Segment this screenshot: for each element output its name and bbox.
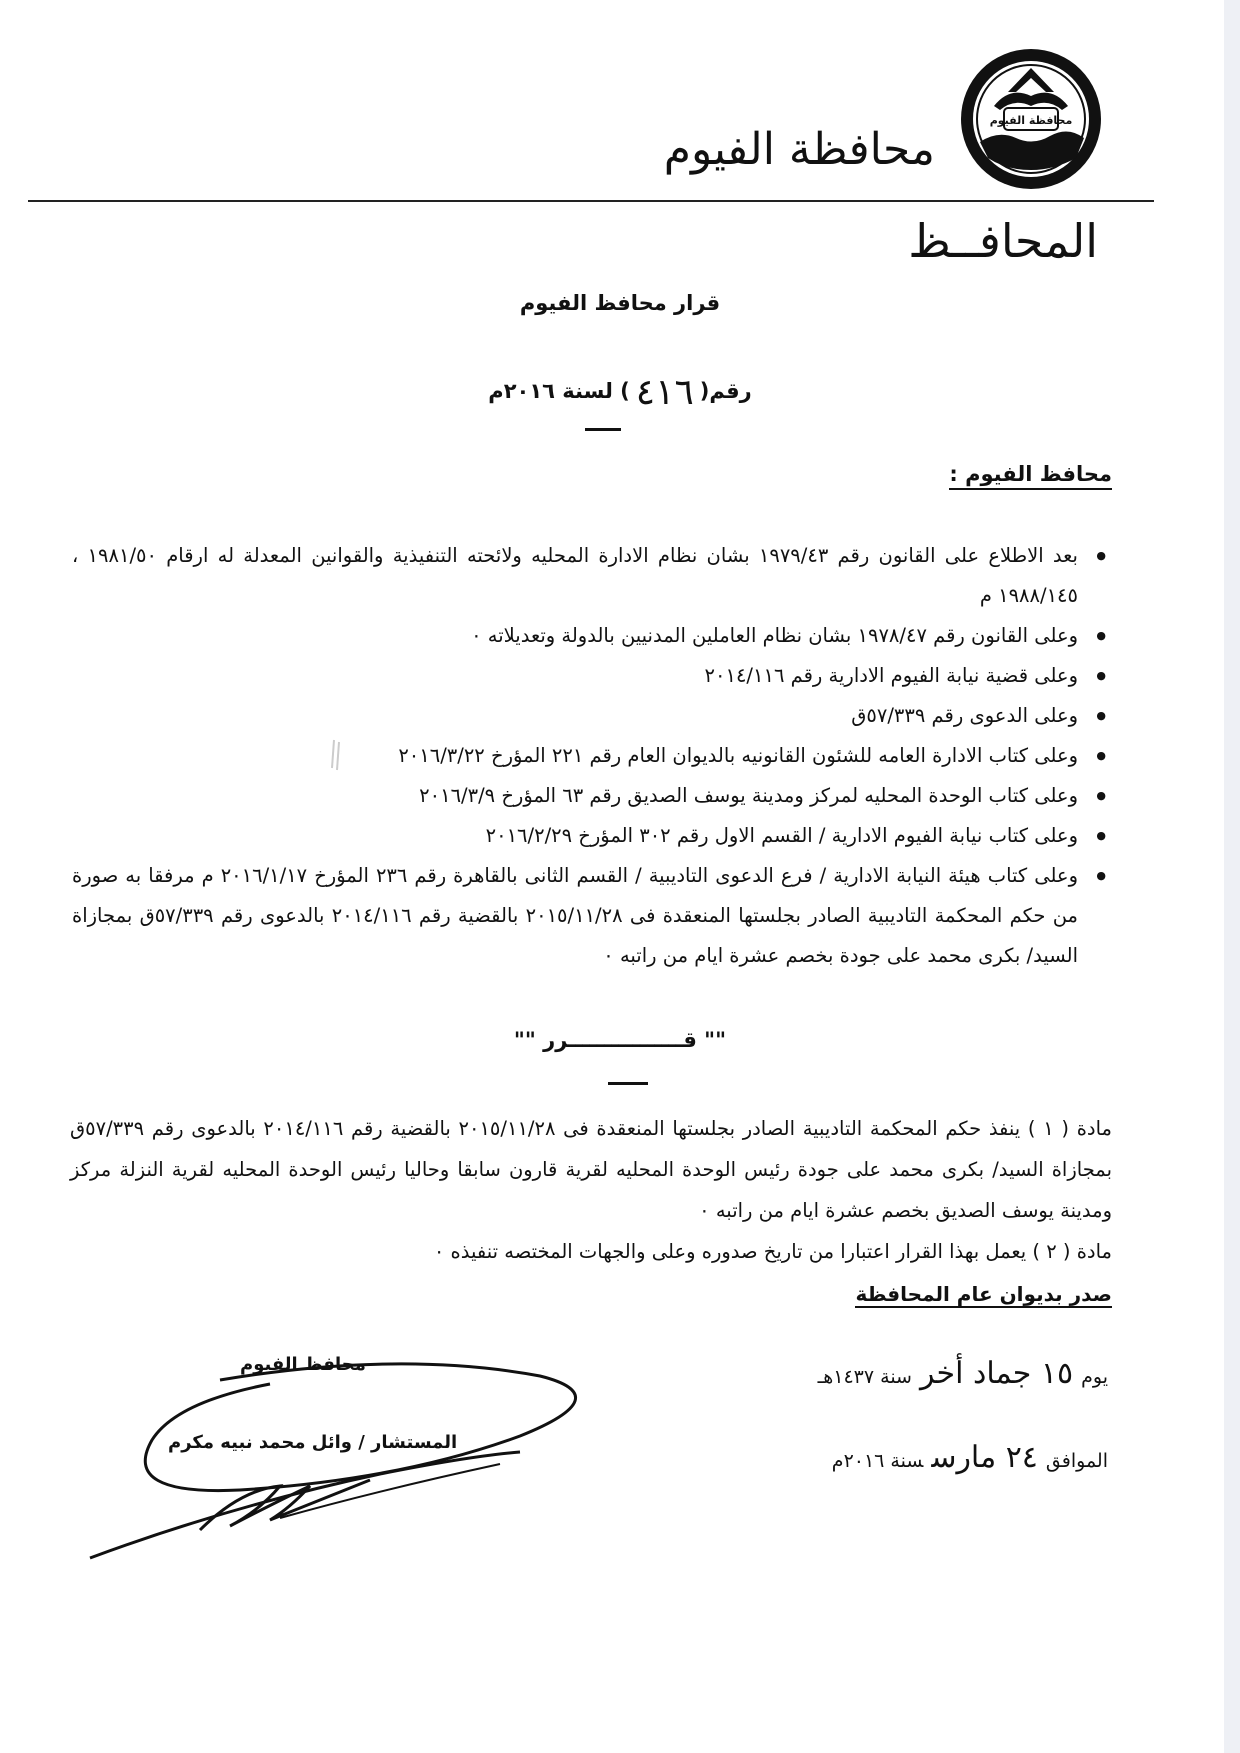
decision-number-line bbox=[0, 372, 1240, 413]
gregorian-date bbox=[832, 1440, 1108, 1475]
decision-number-handwritten: ٤١٦ bbox=[635, 372, 694, 413]
hijri-date bbox=[818, 1356, 1108, 1391]
decision-heading: قرار محافظ الفيوم bbox=[519, 291, 721, 315]
handwritten-signature bbox=[80, 1340, 620, 1570]
separator-dash bbox=[585, 428, 621, 431]
separator-dash bbox=[608, 1082, 648, 1085]
office-title: المحافــظ bbox=[908, 214, 1098, 268]
gregorian-date-handwritten: ٢٤ مارس bbox=[931, 1440, 1038, 1475]
preamble-item: ● وعلى كتاب الوحدة المحليه لمركز ومدينة يوسف الصديق رقم ٦٣ المؤرخ ٢٠١٦/٣/٩ bbox=[72, 776, 1112, 816]
seal-lettering: محافظة الفيوم bbox=[989, 114, 1073, 127]
signatory-title: محافظ الفيوم bbox=[240, 1354, 366, 1375]
preamble-item: ● بعد الاطلاع على القانون رقم ١٩٧٩/٤٣ بشان نظام الادارة المحليه ولائحته التنفيذية والقوانين المعدلة له ارقام ١٩٨١/٥٠ ، ١٩٨٨/١٤٥ م bbox=[72, 536, 1112, 616]
gregorian-date-prefix: الموافق bbox=[1045, 1450, 1108, 1472]
decision-number-label: رقم( bbox=[699, 379, 752, 403]
article-2: مادة ( ٢ ) يعمل بهذا القرار اعتبارا من تاريخ صدوره وعلى والجهات المختصه تنفيذه ٠ bbox=[433, 1240, 1112, 1263]
scan-edge bbox=[1224, 0, 1240, 1753]
preamble-item: ● وعلى كتاب نيابة الفيوم الادارية / القسم الاول رقم ٣٠٢ المؤرخ ٢٠١٦/٢/٢٩ bbox=[72, 816, 1112, 856]
governorate-name: محافظة الفيوم bbox=[663, 124, 935, 175]
preamble-item: ● وعلى القانون رقم ١٩٧٨/٤٧ بشان نظام العاملين المدنيين بالدولة وتعديلاته ٠ bbox=[72, 616, 1112, 656]
gregorian-date-year: سنة ٢٠١٦م bbox=[831, 1450, 924, 1472]
preamble-item: ● وعلى قضية نيابة الفيوم الادارية رقم ٢٠١٤/١١٦ bbox=[72, 656, 1112, 696]
decides-heading: "" قــــــــــــــــرر "" bbox=[513, 1028, 727, 1052]
articles bbox=[70, 1108, 1112, 1272]
signatory-name: المستشار / وائل محمد نبيه مكرم bbox=[168, 1432, 458, 1453]
preamble-item: ● وعلى كتاب هيئة النيابة الادارية / فرع الدعوى التاديبية / القسم الثانى بالقاهرة رقم ٢٣٦ المؤرخ ٢٠١٦/١/١٧ م مرفقا به صورة من حكم المحكمة التاديبية الصادر بجلستها المنعقدة فى ٢٠١٥/١١/٢٨ بالقضية رقم ٢٠١٤/١١٦ بالدعوى رقم ٥٧/٣٣٩ق بمجازاة السيد/ بكرى محمد على جودة بخصم عشرة ايام من راتبه ٠ bbox=[72, 856, 1112, 976]
addressee: محافظ الفيوم : bbox=[949, 462, 1112, 490]
hijri-date-prefix: يوم bbox=[1081, 1366, 1108, 1388]
preamble-item: ● وعلى كتاب الادارة العامه للشئون القانونيه بالديوان العام رقم ٢٢١ المؤرخ ٢٠١٦/٣/٢٢ bbox=[72, 736, 1112, 776]
preamble-list bbox=[72, 536, 1112, 976]
decision-year: ) لسنة ٢٠١٦م bbox=[488, 379, 630, 403]
scan-marks bbox=[330, 738, 342, 772]
header-divider bbox=[28, 200, 1154, 202]
issued-at: صدر بديوان عام المحافظة bbox=[855, 1282, 1112, 1306]
hijri-date-handwritten: ١٥ جماد أخر bbox=[919, 1356, 1074, 1391]
article-1: مادة ( ١ ) ينفذ حكم المحكمة التاديبية الصادر بجلستها المنعقدة فى ٢٠١٥/١١/٢٨ بالقضية رقم ٢٠١٤/١١٦ بالدعوى رقم ٥٧/٣٣٩ق بمجازاة السيد/ بكرى محمد على جودة رئيس الوحدة المحليه لقرية قارون سابقا وحاليا رئيس الوحدة المحليه لقرية النزلة مركز ومدينة يوسف الصديق بخصم عشرة ايام من راتبه ٠ bbox=[70, 1117, 1112, 1222]
hijri-date-year: سنة ١٤٣٧هـ bbox=[817, 1366, 912, 1388]
governorate-seal-logo bbox=[958, 46, 1104, 192]
preamble-item: ● وعلى الدعوى رقم ٥٧/٣٣٩ق bbox=[72, 696, 1112, 736]
